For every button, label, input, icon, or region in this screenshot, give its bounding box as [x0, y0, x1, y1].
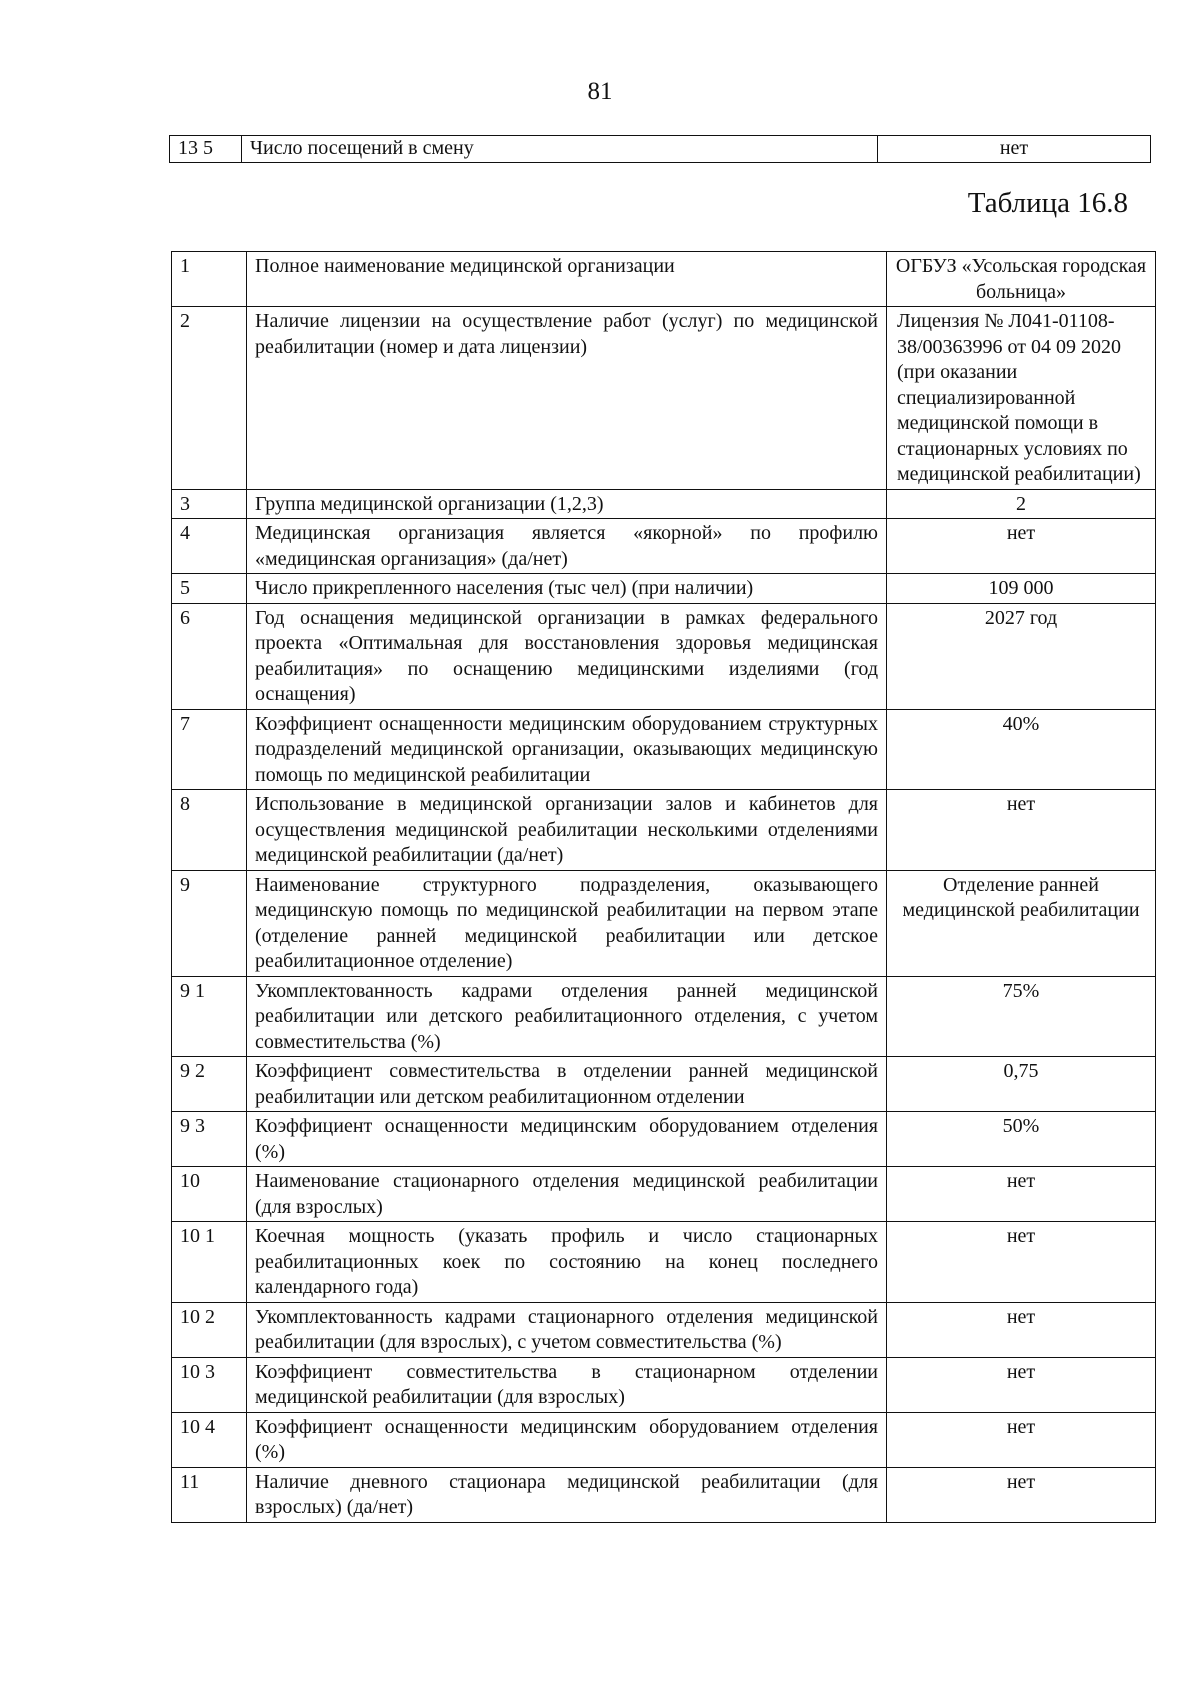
table-row [172, 519, 1156, 574]
table-row [172, 1412, 1156, 1467]
table-row [172, 1302, 1156, 1357]
row-value: ОГБУЗ «Усольская городская больница» [887, 252, 1156, 307]
row-number: 10 1 [172, 1222, 247, 1303]
row-number: 9 2 [172, 1057, 247, 1112]
row-name: Год оснащения медицинской организации в рамках федерального проекта «Оптимальная для восстановления здоровья медицинская реабилитация» по оснащению медицинскими изделиями (год оснащения) [247, 603, 887, 709]
row-value: нет [887, 519, 1156, 574]
row-name: Использование в медицинской организации залов и кабинетов для осуществления медицинской реабилитации несколькими отделениями медицинской реабилитации (да/нет) [247, 790, 887, 871]
row-name: Укомплектованность кадрами отделения ранней медицинской реабилитации или детского реабилитационного отделения, с учетом совместительства (%) [247, 976, 887, 1057]
table-row [172, 1467, 1156, 1522]
row-name: Число прикрепленного населения (тыс чел) (при наличии) [247, 574, 887, 604]
table-row [172, 1357, 1156, 1412]
row-value: Лицензия № Л041-01108-38/00363996 от 04 09 2020 (при оказании специализированной медицинской помощи в стационарных условиях по медицинской реабилитации) [887, 307, 1156, 490]
table-row [172, 252, 1156, 307]
row-number: 10 4 [172, 1412, 247, 1467]
table-caption: Таблица 16.8 [967, 187, 1128, 219]
continued-table [169, 135, 1151, 163]
row-number: 3 [172, 489, 247, 519]
organization-table [171, 251, 1156, 1523]
row-number: 8 [172, 790, 247, 871]
table-row [172, 1167, 1156, 1222]
row-number: 9 1 [172, 976, 247, 1057]
table-row [172, 790, 1156, 871]
row-number: 9 [172, 870, 247, 976]
row-name: Коэффициент совместительства в отделении ранней медицинской реабилитации или детском реабилитационном отделении [247, 1057, 887, 1112]
row-number: 4 [172, 519, 247, 574]
row-number: 11 [172, 1467, 247, 1522]
row-name: Полное наименование медицинской организации [247, 252, 887, 307]
table-row [172, 307, 1156, 490]
row-name: Число посещений в смену [242, 136, 878, 163]
row-number: 1 [172, 252, 247, 307]
row-name: Наименование структурного подразделения, оказывающего медицинскую помощь по медицинской реабилитации на первом этапе (отделение ранней медицинской реабилитации или детское реабилитационное отделение) [247, 870, 887, 976]
table-row [172, 1222, 1156, 1303]
row-name: Медицинская организация является «якорной» по профилю «медицинская организация» (да/нет) [247, 519, 887, 574]
row-name: Коечная мощность (указать профиль и число стационарных реабилитационных коек по состоянию на конец последнего календарного года) [247, 1222, 887, 1303]
row-value: нет [887, 1412, 1156, 1467]
row-number: 13 5 [170, 136, 242, 163]
row-value: 0,75 [887, 1057, 1156, 1112]
row-name: Коэффициент оснащенности медицинским оборудованием отделения (%) [247, 1112, 887, 1167]
row-value: Отделение ранней медицинской реабилитации [887, 870, 1156, 976]
row-number: 10 [172, 1167, 247, 1222]
row-value: 50% [887, 1112, 1156, 1167]
table-row [172, 489, 1156, 519]
row-number: 7 [172, 709, 247, 790]
row-value: 75% [887, 976, 1156, 1057]
row-name: Группа медицинской организации (1,2,3) [247, 489, 887, 519]
table-row [172, 870, 1156, 976]
row-value: нет [887, 1467, 1156, 1522]
row-value: 109 000 [887, 574, 1156, 604]
row-name: Коэффициент оснащенности медицинским оборудованием структурных подразделений медицинской организации, оказывающих медицинскую помощь по медицинской реабилитации [247, 709, 887, 790]
row-value: 2027 год [887, 603, 1156, 709]
row-value: нет [887, 1222, 1156, 1303]
table-row [172, 574, 1156, 604]
table-row [172, 709, 1156, 790]
row-value: нет [887, 1302, 1156, 1357]
row-name: Наименование стационарного отделения медицинской реабилитации (для взрослых) [247, 1167, 887, 1222]
table-row [172, 603, 1156, 709]
row-value: нет [887, 1357, 1156, 1412]
row-value: нет [878, 136, 1151, 163]
row-value: нет [887, 1167, 1156, 1222]
row-name: Коэффициент совместительства в стационарном отделении медицинской реабилитации (для взрослых) [247, 1357, 887, 1412]
row-number: 10 2 [172, 1302, 247, 1357]
row-number: 5 [172, 574, 247, 604]
row-name: Наличие лицензии на осуществление работ (услуг) по медицинской реабилитации (номер и дата лицензии) [247, 307, 887, 490]
table-row [172, 1112, 1156, 1167]
table-row [170, 136, 1151, 163]
row-value: нет [887, 790, 1156, 871]
table-row [172, 1057, 1156, 1112]
row-number: 6 [172, 603, 247, 709]
row-name: Укомплектованность кадрами стационарного отделения медицинской реабилитации (для взрослых), с учетом совместительства (%) [247, 1302, 887, 1357]
table-row [172, 976, 1156, 1057]
row-number: 10 3 [172, 1357, 247, 1412]
row-value: 2 [887, 489, 1156, 519]
row-name: Коэффициент оснащенности медицинским оборудованием отделения (%) [247, 1412, 887, 1467]
row-number: 2 [172, 307, 247, 490]
row-number: 9 3 [172, 1112, 247, 1167]
row-name: Наличие дневного стационара медицинской реабилитации (для взрослых) (да/нет) [247, 1467, 887, 1522]
row-value: 40% [887, 709, 1156, 790]
page-number: 81 [587, 78, 613, 105]
